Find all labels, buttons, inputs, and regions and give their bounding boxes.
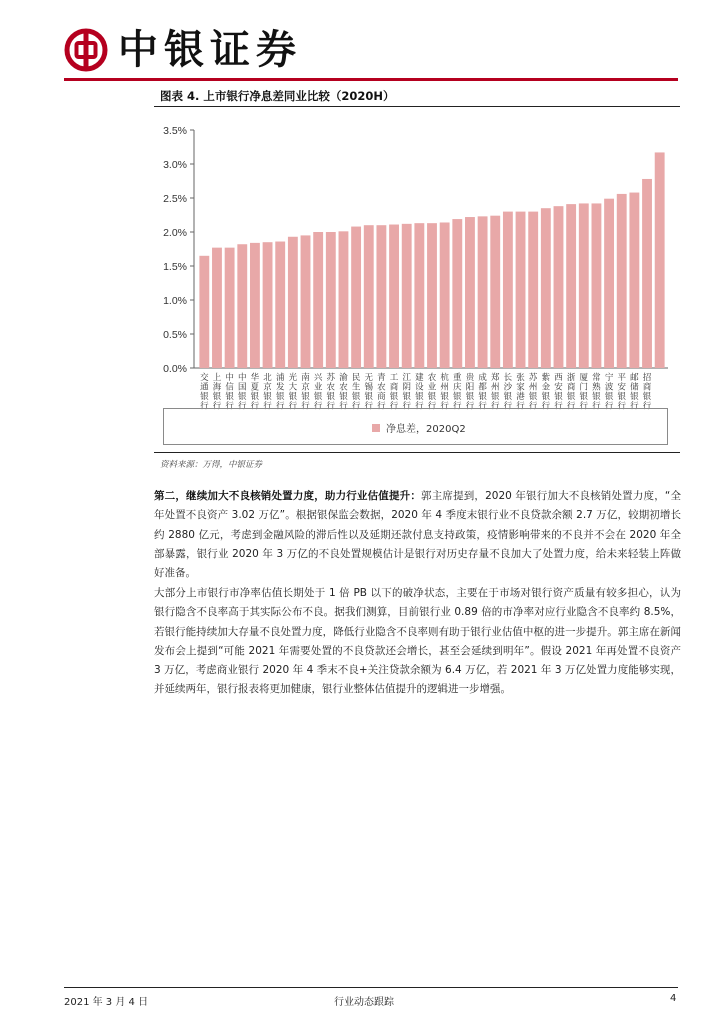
y-tick-label: 2.5% [163, 193, 187, 205]
x-tick-label: 平安银行 [617, 373, 626, 410]
bar [478, 216, 488, 368]
bar [364, 225, 374, 368]
x-tick-label: 成都银行 [478, 373, 487, 410]
x-tick-label: 长沙银行 [503, 373, 513, 410]
bar [503, 212, 513, 368]
x-tick-label: 渝农银行 [339, 373, 348, 410]
bar [339, 231, 349, 368]
figure-title: 图表 4. 上市银行净息差同业比较（2020H） [160, 89, 395, 103]
x-tick-label: 兴业银行 [313, 373, 323, 410]
bar [237, 244, 247, 368]
bar [250, 243, 260, 368]
x-tick-label: 紫金银行 [541, 373, 551, 410]
bar [490, 216, 500, 368]
y-tick-label: 3.0% [163, 159, 187, 171]
footer-rule [64, 987, 678, 988]
bar [465, 217, 475, 368]
bar [604, 199, 614, 368]
bar [629, 193, 639, 368]
bar [313, 232, 323, 368]
bar [591, 203, 601, 368]
bar [440, 222, 450, 368]
x-tick-label: 青农商行 [377, 373, 386, 410]
x-tick-label: 贵阳银行 [465, 373, 475, 410]
bar [301, 235, 311, 368]
bar [212, 248, 222, 368]
x-tick-label: 郑州银行 [490, 373, 500, 410]
x-tick-label: 中信银行 [225, 373, 234, 410]
x-tick-label: 光大银行 [288, 373, 298, 410]
bar [225, 248, 235, 368]
x-tick-label: 无锡银行 [364, 373, 374, 410]
y-tick-label: 2.0% [163, 227, 187, 239]
bar [275, 242, 285, 368]
bar [199, 256, 209, 368]
footer-doc-type: 行业动态跟踪 [334, 997, 394, 1008]
chart-legend [163, 408, 668, 445]
page-header [0, 0, 724, 80]
bar [376, 225, 386, 368]
bar [541, 208, 551, 368]
net-interest-margin-bar-chart [150, 110, 680, 410]
x-tick-label: 工商银行 [389, 373, 399, 410]
x-tick-label: 浦发银行 [275, 373, 285, 410]
paragraph-2 [154, 584, 681, 700]
x-tick-label: 江阴银行 [402, 373, 411, 410]
y-tick-label: 1.5% [163, 261, 187, 273]
paragraph-1-lead: 第二，继续加大不良核销处置力度，助力行业估值提升： [154, 490, 422, 502]
bar [402, 224, 412, 368]
bar [554, 206, 564, 368]
x-tick-label: 建设银行 [415, 373, 424, 410]
x-tick-label: 农业银行 [427, 373, 437, 410]
x-tick-label: 北京银行 [263, 373, 272, 410]
bar [642, 179, 652, 368]
bar [427, 223, 437, 368]
bar [528, 212, 538, 368]
bar [566, 204, 576, 368]
x-tick-label: 浙商银行 [566, 373, 576, 410]
page-number: 4 [670, 993, 677, 1004]
bar [579, 203, 589, 368]
x-tick-label: 张家港行 [516, 373, 525, 410]
bar [617, 194, 627, 368]
bar [389, 225, 399, 368]
bar [655, 152, 665, 368]
legend-swatch [372, 424, 380, 432]
x-tick-label: 中国银行 [238, 373, 247, 410]
footer-date: 2021 年 3 月 4 日 [64, 997, 149, 1008]
source-rule [154, 452, 680, 453]
bar [326, 232, 336, 368]
figure-title-rule [154, 106, 680, 107]
x-tick-label: 西安银行 [554, 373, 563, 410]
y-tick-label: 1.0% [163, 295, 187, 307]
x-tick-label: 华夏银行 [250, 373, 260, 410]
x-tick-label: 宁波银行 [604, 373, 614, 410]
y-tick-label: 0.5% [163, 329, 187, 341]
x-tick-label: 苏州银行 [528, 373, 538, 410]
legend-label: 净息差，2020Q2 [386, 424, 466, 435]
x-tick-label: 常熟银行 [592, 373, 601, 410]
bar [414, 223, 424, 368]
x-tick-label: 厦门银行 [579, 373, 589, 410]
x-tick-label: 杭州银行 [440, 373, 449, 410]
bar [351, 227, 361, 368]
figure-source: 资料来源：万得，中银证券 [160, 460, 263, 470]
x-tick-label: 重庆银行 [453, 373, 462, 410]
x-tick-label: 交通银行 [200, 373, 209, 410]
y-tick-label: 3.5% [163, 125, 187, 137]
y-tick-label: 0.0% [163, 363, 187, 375]
bar [452, 219, 462, 368]
bar [288, 237, 298, 368]
x-tick-label: 民生银行 [351, 373, 361, 410]
header-rule [64, 78, 678, 81]
paragraph-1-text: 郭主席提到，2020 年银行加大不良核销处置力度，“全年处置不良资产 3.02 万亿”。根据银保监会数据，2020 年 4 季度末银行业不良贷款余额 2.7 万亿，较期初增长约 2880 亿元，考虑到金融风险的滞后性以及延期还款付息支持政策，疫情影响带来的不良并不会在 2020 年全部暴露，银行业 2020 年 3 万亿的不良处置规模估计是银行对历史存量不良加大了处置力度，给未来轻装上阵做好准备。 [154, 490, 682, 580]
brand-name: 中银证券 [118, 26, 302, 73]
x-tick-label: 招商银行 [642, 373, 652, 410]
paragraph-2-text: 大部分上市银行市净率估值长期处于 1 倍 PB 以下的破净状态，主要在于市场对银行资产质量有较多担心，认为银行隐含不良率高于其实际公布不良。据我们测算，目前银行业 0.89 倍的市净率对应行业隐含不良率约 8.5%，若银行能持续加大存量不良处置力度，降低行业隐含不良率则有助于银行业估值中枢的进一步提升。郭主席在新闻发布会上提到“可能 2021 年需要处置的不良贷款还会增长，甚至会延续到明年”。假设 2021 年再处置不良资产 3 万亿，考虑商业银行 2020 年 4 季末不良+关注贷款余额为 6.4 万亿，若 2021 年 3 万亿处置力度能够实现，并延续两年，银行报表将更加健康，银行业整体估值提升的逻辑进一步增强。 [154, 587, 681, 696]
bar [263, 242, 273, 368]
x-tick-label: 苏农银行 [326, 373, 336, 410]
bar [516, 212, 526, 368]
paragraph-1 [154, 487, 681, 583]
bank-of-china-logo-icon [64, 28, 108, 72]
x-tick-label: 邮储银行 [630, 373, 639, 410]
x-tick-label: 南京银行 [301, 373, 310, 410]
x-tick-label: 上海银行 [212, 373, 222, 410]
